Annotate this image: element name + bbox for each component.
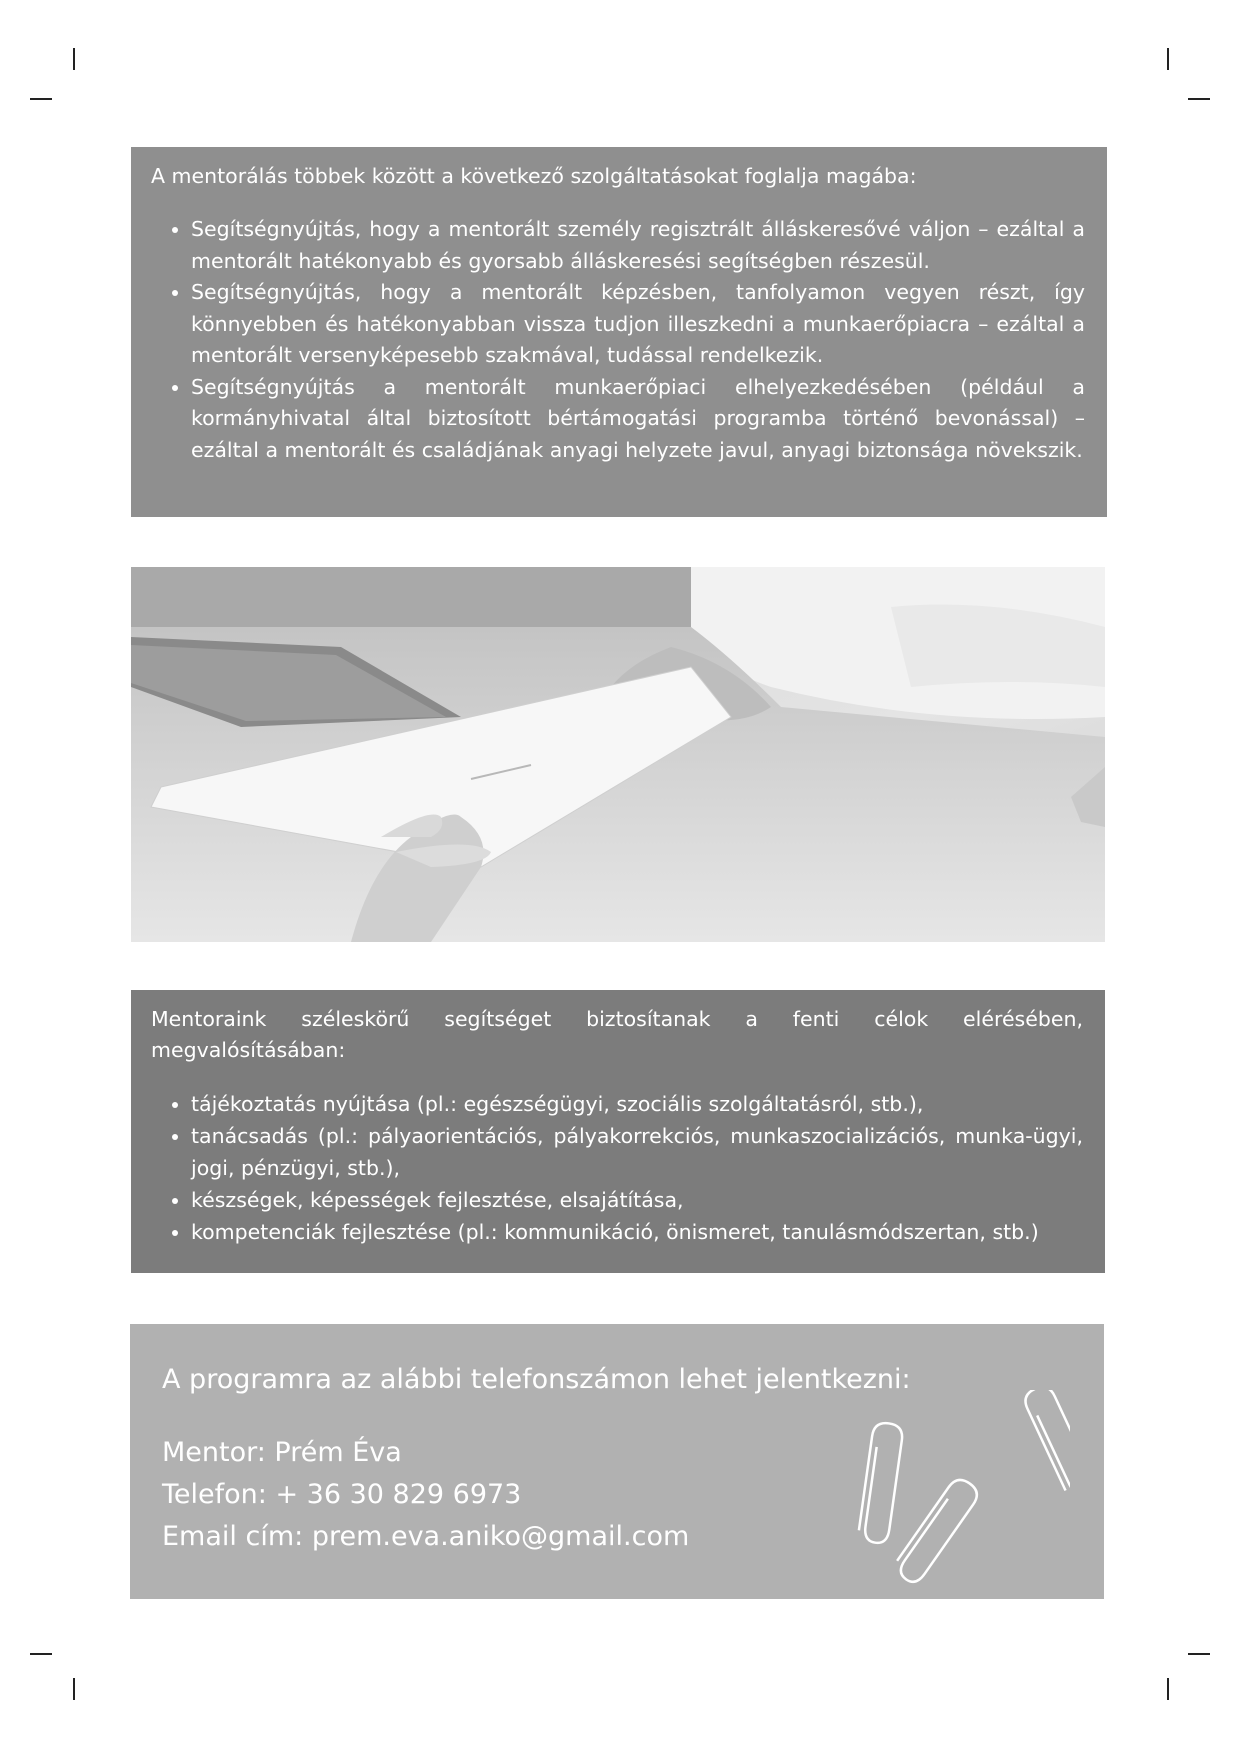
support-box	[131, 990, 1105, 1273]
phone-number[interactable]: Telefon: + 36 30 829 6973	[162, 1479, 522, 1510]
mentor-name: Mentor: Prém Éva	[162, 1437, 402, 1468]
services-list	[151, 214, 1085, 466]
list-item: • tájékoztatás nyújtása (pl.: egészségügyi, szociális szolgáltatásról, stb.),	[191, 1088, 1083, 1120]
crop-mark	[73, 48, 75, 70]
list-item: • készségek, képességek fejlesztése, elsajátítása,	[191, 1184, 1083, 1216]
support-intro-line2: megvalósításában:	[151, 1038, 346, 1062]
crop-mark	[1167, 48, 1169, 70]
crop-mark	[1188, 1653, 1210, 1655]
support-intro-line1: Mentoraink széleskörű segítséget biztosítanak a fenti célok elérésében,	[151, 1007, 1083, 1031]
list-item: • kompetenciák fejlesztése (pl.: kommunikáció, önismeret, tanulásmódszertan, stb.)	[191, 1216, 1083, 1248]
photo-illustration	[131, 567, 1105, 942]
list-item: • tanácsadás (pl.: pályaorientációs, pályakorrekciós, munkaszocializációs, munka-ügyi, jogi, pénzügyi, stb.),	[191, 1120, 1083, 1184]
email-address[interactable]: Email cím: prem.eva.aniko@gmail.com	[162, 1521, 690, 1552]
paperclip-icon	[840, 1390, 1070, 1594]
crop-mark	[73, 1678, 75, 1700]
crop-mark	[30, 1653, 52, 1655]
support-list	[151, 1088, 1083, 1248]
crop-mark	[1167, 1678, 1169, 1700]
services-intro: A mentorálás többek között a következő szolgáltatásokat foglalja magába:	[151, 164, 917, 188]
list-item: • Segítségnyújtás, hogy a mentorált személy regisztrált álláskeresővé váljon – ezáltal a mentorált hatékonyabb és gyorsabb álláskeresési segítségben részesül.	[191, 214, 1085, 277]
paperclips-illustration	[840, 1390, 1070, 1590]
crop-mark	[30, 98, 52, 100]
services-box	[131, 147, 1107, 517]
contact-cta: A programra az alábbi telefonszámon lehet jelentkezni:	[162, 1364, 911, 1395]
crop-mark	[1188, 98, 1210, 100]
document-handover-photo	[131, 567, 1105, 942]
list-item: • Segítségnyújtás, hogy a mentorált képzésben, tanfolyamon vegyen részt, így könnyebben és hatékonyabban vissza tudjon illeszkedni a munkaerőpiacra – ezáltal a mentorált versenyképesebb szakmával, tudással rendelkezik.	[191, 277, 1085, 372]
list-item: • Segítségnyújtás a mentorált munkaerőpiaci elhelyezkedésében (például a kormányhivatal által biztosított bértámogatási programba történő bevonással) – ezáltal a mentorált és családjának anyagi helyzete javul, anyagi biztonsága növekszik.	[191, 372, 1085, 467]
